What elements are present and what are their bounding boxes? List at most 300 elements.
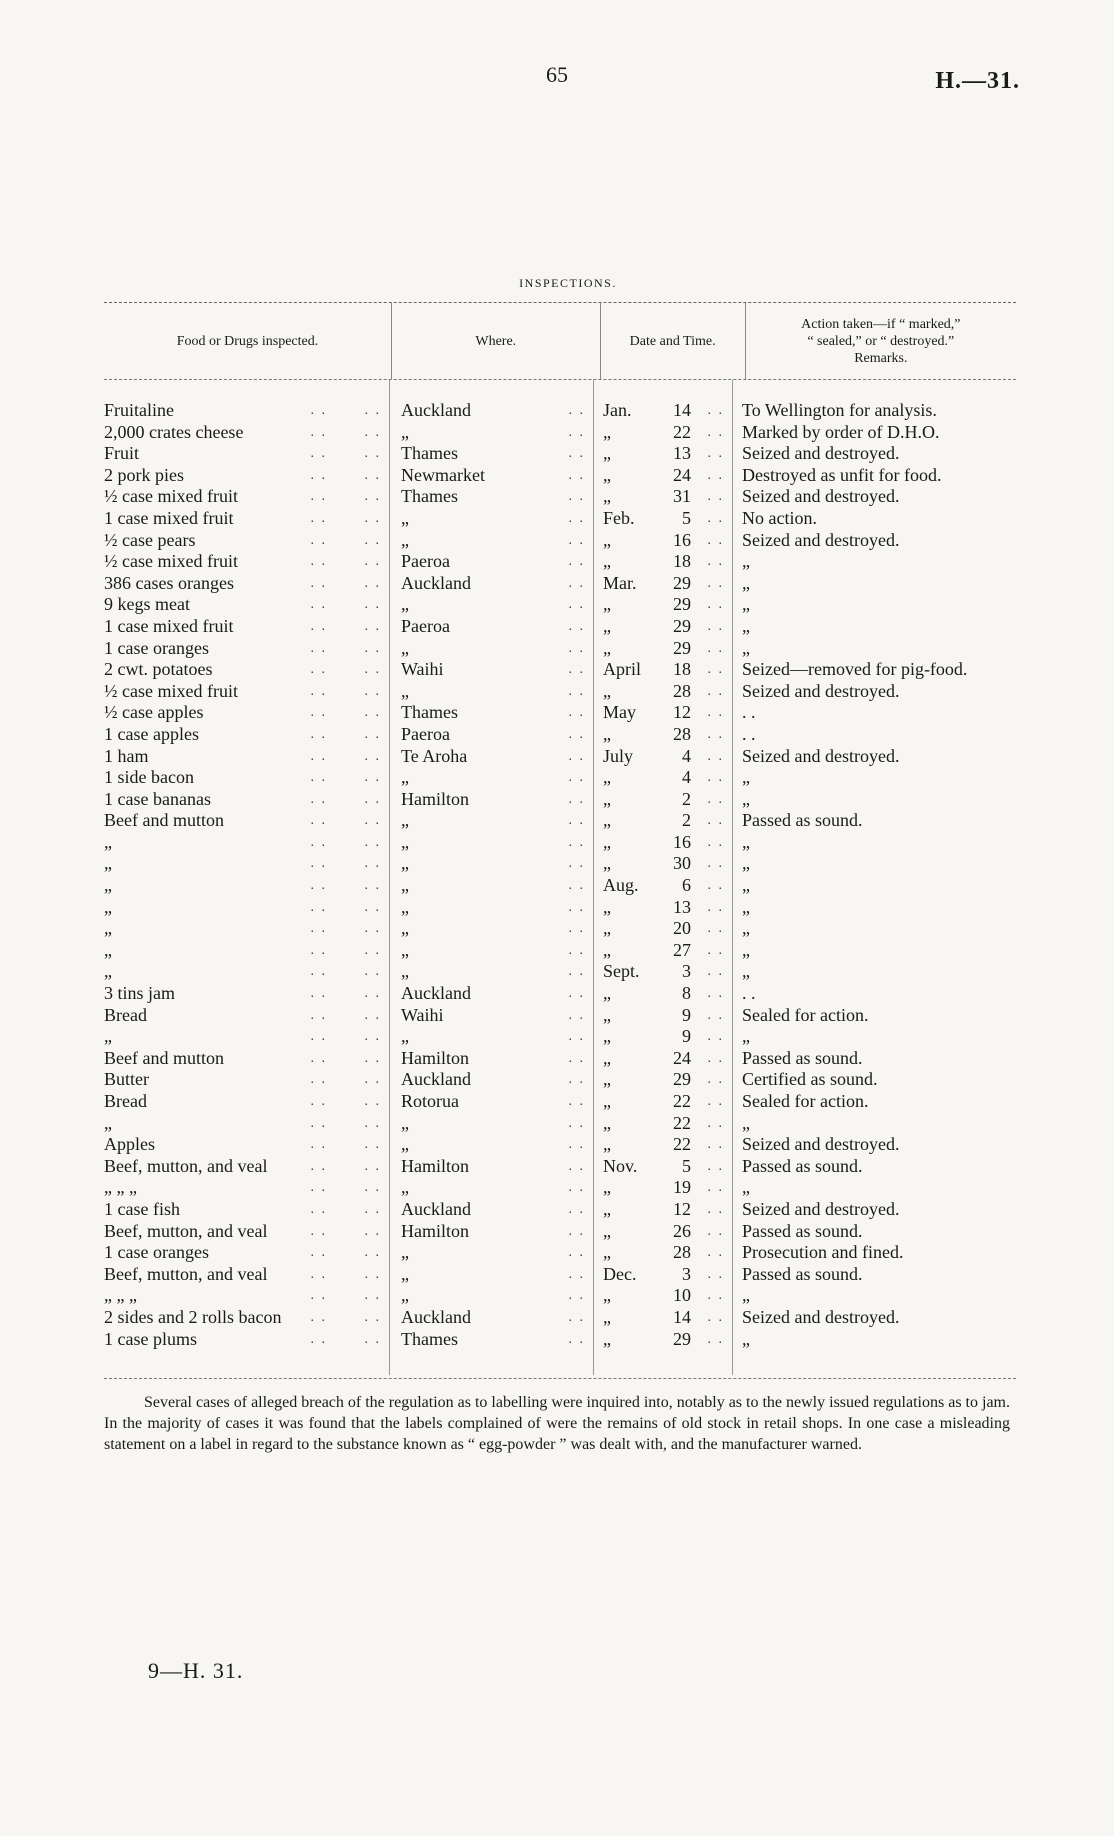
leader-dots: . .	[568, 403, 585, 418]
action-text: „	[742, 594, 750, 615]
action-text: Passed as sound.	[742, 1155, 863, 1176]
leader-dots: . .	[568, 1180, 585, 1196]
table-row	[104, 1242, 1016, 1264]
action-cell	[732, 789, 1012, 811]
leader-dots: . .	[568, 662, 585, 678]
date-month: Sept.	[603, 961, 640, 982]
table-row	[104, 832, 1016, 854]
leader-dots: . .	[310, 1245, 327, 1261]
date-month: „	[603, 1134, 611, 1155]
leader-dots: . .	[364, 1201, 381, 1217]
food-text: 9 kegs meat	[104, 594, 190, 615]
leader-dots: . .	[364, 403, 381, 418]
action-text: Seized and destroyed.	[742, 486, 900, 507]
leader-dots: . .	[707, 942, 724, 958]
leader-dots: . .	[364, 748, 381, 764]
action-text: . .	[742, 723, 756, 744]
header-action-line2: “ sealed,” or “ destroyed.”	[807, 333, 955, 349]
food-text: Beef, mutton, and veal	[104, 1155, 268, 1176]
action-cell	[732, 486, 1012, 508]
leader-dots: . .	[568, 597, 585, 613]
leader-dots: . .	[310, 662, 327, 678]
where-cell	[389, 681, 593, 703]
leader-dots: . .	[707, 748, 724, 764]
action-text: . .	[742, 702, 756, 723]
date-month: „	[603, 831, 611, 852]
where-cell	[389, 1048, 593, 1070]
food-cell	[104, 681, 389, 703]
leader-dots: . .	[707, 467, 724, 483]
food-cell	[104, 810, 389, 832]
date-month: „	[603, 464, 611, 485]
leader-dots: . .	[364, 1180, 381, 1196]
food-cell	[104, 1091, 389, 1113]
leader-dots: . .	[707, 705, 724, 721]
leader-dots: . .	[364, 726, 381, 742]
leader-dots: . .	[568, 489, 585, 505]
date-month: „	[603, 1026, 611, 1047]
where-cell	[389, 1113, 593, 1135]
leader-dots: . .	[568, 575, 585, 591]
where-text: Thames	[401, 1328, 458, 1349]
leader-dots: . .	[568, 878, 585, 894]
leader-dots: . .	[310, 921, 327, 937]
date-cell	[593, 832, 732, 854]
food-cell	[104, 638, 389, 660]
food-cell	[104, 918, 389, 940]
food-text: 2,000 crates cheese	[104, 421, 244, 442]
where-text: „	[401, 507, 409, 528]
food-text: 386 cases oranges	[104, 572, 234, 593]
date-day: 30	[673, 853, 691, 874]
leader-dots: . .	[568, 748, 585, 764]
where-cell	[389, 789, 593, 811]
food-text: Bread	[104, 1004, 147, 1025]
food-cell	[104, 789, 389, 811]
food-cell	[104, 1199, 389, 1221]
leader-dots: . .	[364, 1245, 381, 1261]
date-month: „	[603, 1285, 611, 1306]
where-cell	[389, 1177, 593, 1199]
date-day: 5	[682, 1155, 691, 1176]
where-text: Thames	[401, 443, 458, 464]
action-cell	[732, 594, 1012, 616]
table-row	[104, 1069, 1016, 1091]
where-text: Auckland	[401, 400, 471, 420]
leader-dots: . .	[364, 964, 381, 980]
where-cell	[389, 918, 593, 940]
date-month: „	[603, 1220, 611, 1241]
leader-dots: . .	[568, 683, 585, 699]
date-month: „	[603, 939, 611, 960]
date-cell	[593, 810, 732, 832]
action-cell	[732, 573, 1012, 595]
food-cell	[104, 1026, 389, 1048]
action-cell	[732, 853, 1012, 875]
date-month: Jan.	[603, 400, 632, 420]
page-number: 65	[546, 62, 568, 87]
leader-dots: . .	[310, 986, 327, 1002]
date-day: 18	[673, 551, 691, 572]
food-text: Beef, mutton, and veal	[104, 1263, 268, 1284]
leader-dots: . .	[707, 964, 724, 980]
leader-dots: . .	[364, 446, 381, 462]
leader-dots: . .	[707, 446, 724, 462]
date-day: 9	[682, 1004, 691, 1025]
where-text: Waihi	[401, 1004, 444, 1025]
date-cell	[593, 789, 732, 811]
date-cell	[593, 1048, 732, 1070]
where-cell	[389, 832, 593, 854]
date-month: May	[603, 702, 636, 723]
date-day: 12	[673, 1198, 691, 1219]
food-cell	[104, 573, 389, 595]
where-cell	[389, 940, 593, 962]
food-text: 2 sides and 2 rolls bacon	[104, 1306, 282, 1327]
leader-dots: . .	[310, 899, 327, 915]
food-text: Butter	[104, 1069, 149, 1090]
date-month: Aug.	[603, 875, 639, 896]
date-cell	[593, 1005, 732, 1027]
leader-dots: . .	[310, 489, 327, 505]
date-cell	[593, 724, 732, 746]
leader-dots: . .	[310, 532, 327, 548]
where-text: „	[401, 918, 409, 939]
table-row	[104, 1113, 1016, 1135]
leader-dots: . .	[310, 1072, 327, 1088]
action-cell	[732, 551, 1012, 573]
leader-dots: . .	[364, 424, 381, 440]
leader-dots: . .	[568, 1201, 585, 1217]
table-row	[104, 875, 1016, 897]
leader-dots: . .	[707, 1266, 724, 1282]
action-text: Certified as sound.	[742, 1069, 878, 1090]
where-text: „	[401, 939, 409, 960]
leader-dots: . .	[310, 834, 327, 850]
date-cell	[593, 616, 732, 638]
leader-dots: . .	[364, 942, 381, 958]
action-text: „	[742, 961, 750, 982]
where-cell	[389, 1005, 593, 1027]
date-day: 3	[682, 1263, 691, 1284]
action-text: . .	[742, 983, 756, 1004]
where-cell	[389, 983, 593, 1005]
where-cell	[389, 508, 593, 530]
table-row	[104, 1307, 1016, 1329]
leader-dots: . .	[568, 554, 585, 570]
leader-dots: . .	[707, 1029, 724, 1045]
table-row	[104, 400, 1016, 422]
leader-dots: . .	[707, 1137, 724, 1153]
date-month: „	[603, 1069, 611, 1090]
table-row	[104, 1329, 1016, 1351]
where-cell	[389, 1264, 593, 1286]
action-cell	[732, 1177, 1012, 1199]
table-row	[104, 551, 1016, 573]
where-cell	[389, 530, 593, 552]
date-cell	[593, 1177, 732, 1199]
leader-dots: . .	[568, 1158, 585, 1174]
table-row	[104, 789, 1016, 811]
action-cell	[732, 940, 1012, 962]
leader-dots: . .	[568, 1115, 585, 1131]
date-month: Dec.	[603, 1263, 637, 1284]
where-text: Paeroa	[401, 551, 450, 572]
document-code: H.—31.	[935, 68, 1020, 94]
table-row	[104, 443, 1016, 465]
date-cell	[593, 638, 732, 660]
date-day: 22	[673, 1134, 691, 1155]
action-cell	[732, 659, 1012, 681]
action-text: Seized and destroyed.	[742, 1198, 900, 1219]
where-text: Auckland	[401, 1198, 471, 1219]
date-month: „	[603, 1112, 611, 1133]
table-row	[104, 767, 1016, 789]
table-bottom-rule	[104, 1378, 1016, 1379]
date-cell	[593, 1026, 732, 1048]
where-cell	[389, 638, 593, 660]
leader-dots: . .	[568, 618, 585, 634]
leader-dots: . .	[310, 1158, 327, 1174]
where-text: „	[401, 831, 409, 852]
food-cell	[104, 897, 389, 919]
leader-dots: . .	[310, 1201, 327, 1217]
food-text: Beef and mutton	[104, 810, 224, 831]
leader-dots: . .	[310, 770, 327, 786]
food-text: „	[104, 1026, 112, 1047]
action-cell	[732, 1134, 1012, 1156]
action-cell	[732, 1113, 1012, 1135]
date-cell	[593, 940, 732, 962]
date-day: 24	[673, 1047, 691, 1068]
where-cell	[389, 875, 593, 897]
action-text: „	[742, 1026, 750, 1047]
food-text: 2 cwt. potatoes	[104, 659, 213, 680]
table-header	[104, 303, 1016, 380]
leader-dots: . .	[310, 1309, 327, 1325]
food-text: „	[104, 896, 112, 917]
food-cell	[104, 508, 389, 530]
food-cell	[104, 1285, 389, 1307]
date-cell	[593, 400, 732, 422]
leader-dots: . .	[707, 510, 724, 526]
action-cell	[732, 1285, 1012, 1307]
leader-dots: . .	[707, 1050, 724, 1066]
food-cell	[104, 659, 389, 681]
date-day: 29	[673, 615, 691, 636]
table-row	[104, 422, 1016, 444]
date-cell	[593, 465, 732, 487]
where-text: „	[401, 1026, 409, 1047]
action-text: „	[742, 637, 750, 658]
table-row	[104, 508, 1016, 530]
date-cell	[593, 1134, 732, 1156]
food-text: 1 case oranges	[104, 1242, 209, 1263]
date-month: April	[603, 659, 641, 680]
where-text: Paeroa	[401, 615, 450, 636]
action-cell	[732, 422, 1012, 444]
action-text: Seized—removed for pig-food.	[742, 659, 968, 680]
food-text: 1 case mixed fruit	[104, 615, 234, 636]
food-cell	[104, 853, 389, 875]
table-row	[104, 1264, 1016, 1286]
action-cell	[732, 400, 1012, 422]
where-text: Hamilton	[401, 1220, 469, 1241]
date-cell	[593, 1091, 732, 1113]
leader-dots: . .	[707, 726, 724, 742]
date-month: „	[603, 486, 611, 507]
leader-dots: . .	[310, 554, 327, 570]
leader-dots: . .	[707, 770, 724, 786]
food-cell	[104, 594, 389, 616]
table-row	[104, 853, 1016, 875]
leader-dots: . .	[707, 618, 724, 634]
table-row	[104, 918, 1016, 940]
leader-dots: . .	[707, 1288, 724, 1304]
date-month: „	[603, 1328, 611, 1349]
action-text: Sealed for action.	[742, 1004, 869, 1025]
food-cell	[104, 767, 389, 789]
where-cell	[389, 1091, 593, 1113]
action-text: „	[742, 615, 750, 636]
leader-dots: . .	[568, 1309, 585, 1325]
where-cell	[389, 1026, 593, 1048]
date-cell	[593, 853, 732, 875]
date-cell	[593, 1221, 732, 1243]
where-cell	[389, 551, 593, 573]
leader-dots: . .	[707, 597, 724, 613]
leader-dots: . .	[568, 532, 585, 548]
table-row	[104, 1221, 1016, 1243]
action-text: „	[742, 788, 750, 809]
leader-dots: . .	[310, 403, 327, 418]
food-text: „	[104, 939, 112, 960]
leader-dots: . .	[568, 834, 585, 850]
action-text: Passed as sound.	[742, 810, 863, 831]
action-text: No action.	[742, 507, 817, 528]
where-cell	[389, 1134, 593, 1156]
where-text: „	[401, 1242, 409, 1263]
date-month: „	[603, 1091, 611, 1111]
date-day: 16	[673, 529, 691, 550]
action-cell	[732, 616, 1012, 638]
action-text: Prosecution and fined.	[742, 1242, 904, 1263]
date-day: 8	[682, 983, 691, 1004]
action-text: Passed as sound.	[742, 1263, 863, 1284]
leader-dots: . .	[310, 1094, 327, 1109]
leader-dots: . .	[568, 640, 585, 656]
date-day: 22	[673, 1112, 691, 1133]
leader-dots: . .	[364, 510, 381, 526]
action-text: „	[742, 918, 750, 939]
footer-signature: 9—H. 31.	[148, 1658, 244, 1683]
leader-dots: . .	[707, 554, 724, 570]
date-day: 4	[682, 745, 691, 766]
leader-dots: . .	[364, 770, 381, 786]
date-month: Feb.	[603, 507, 635, 528]
food-text: 2 pork pies	[104, 464, 184, 485]
date-month: „	[603, 637, 611, 658]
leader-dots: . .	[707, 878, 724, 894]
food-cell	[104, 702, 389, 724]
action-text: „	[742, 1328, 750, 1349]
header-action-line3: Remarks.	[854, 350, 908, 366]
food-text: Apples	[104, 1134, 155, 1155]
food-cell	[104, 1005, 389, 1027]
action-cell	[732, 1307, 1012, 1329]
leader-dots: . .	[707, 1072, 724, 1088]
date-cell	[593, 551, 732, 573]
leader-dots: . .	[364, 1115, 381, 1131]
date-day: 29	[673, 594, 691, 615]
leader-dots: . .	[310, 1180, 327, 1196]
date-day: 14	[673, 1306, 691, 1327]
food-cell	[104, 1177, 389, 1199]
food-cell	[104, 1069, 389, 1091]
date-cell	[593, 573, 732, 595]
where-text: Newmarket	[401, 464, 485, 485]
leader-dots: . .	[707, 575, 724, 591]
date-day: 3	[682, 961, 691, 982]
leader-dots: . .	[568, 1288, 585, 1304]
where-cell	[389, 400, 593, 422]
leader-dots: . .	[364, 899, 381, 915]
header-action	[746, 303, 1016, 379]
food-text: 1 case plums	[104, 1328, 197, 1349]
food-text: 3 tins jam	[104, 983, 175, 1004]
leader-dots: . .	[364, 834, 381, 850]
food-cell	[104, 443, 389, 465]
food-text: Fruit	[104, 443, 140, 464]
leader-dots: . .	[364, 618, 381, 634]
date-day: 10	[673, 1285, 691, 1306]
food-cell	[104, 940, 389, 962]
date-cell	[593, 1156, 732, 1178]
where-cell	[389, 1307, 593, 1329]
food-text: 1 side bacon	[104, 767, 194, 788]
leader-dots: . .	[364, 683, 381, 699]
where-text: „	[401, 767, 409, 788]
where-cell	[389, 897, 593, 919]
food-cell	[104, 961, 389, 983]
leader-dots: . .	[310, 424, 327, 440]
leader-dots: . .	[364, 1072, 381, 1088]
where-text: „	[401, 421, 409, 442]
leader-dots: . .	[310, 510, 327, 526]
action-text: „	[742, 572, 750, 593]
leader-dots: . .	[707, 532, 724, 548]
leader-dots: . .	[707, 640, 724, 656]
where-text: „	[401, 529, 409, 550]
where-text: Rotorua	[401, 1091, 459, 1111]
leader-dots: . .	[707, 1223, 724, 1239]
table-row	[104, 1048, 1016, 1070]
date-day: 5	[682, 507, 691, 528]
date-cell	[593, 1307, 732, 1329]
date-day: 19	[673, 1177, 691, 1198]
leader-dots: . .	[568, 813, 585, 829]
food-text: Beef, mutton, and veal	[104, 1220, 268, 1241]
action-text: „	[742, 551, 750, 572]
where-text: Auckland	[401, 1069, 471, 1090]
table-row	[104, 810, 1016, 832]
labelling-paragraph: Several cases of alleged breach of the regulation as to labelling were inquired into, notably as to the newly issued regulations as to jam. In the majority of cases it was found that the labels complained of were the remains of old stock in retail shops. In one case a misleading statement on a label in regard to the substance known as “ egg-powder ” was dealt with, and the manufacturer warned.	[104, 1394, 1010, 1453]
leader-dots: . .	[568, 1266, 585, 1282]
date-cell	[593, 983, 732, 1005]
action-cell	[732, 832, 1012, 854]
food-cell	[104, 422, 389, 444]
food-text: ½ case pears	[104, 529, 196, 550]
